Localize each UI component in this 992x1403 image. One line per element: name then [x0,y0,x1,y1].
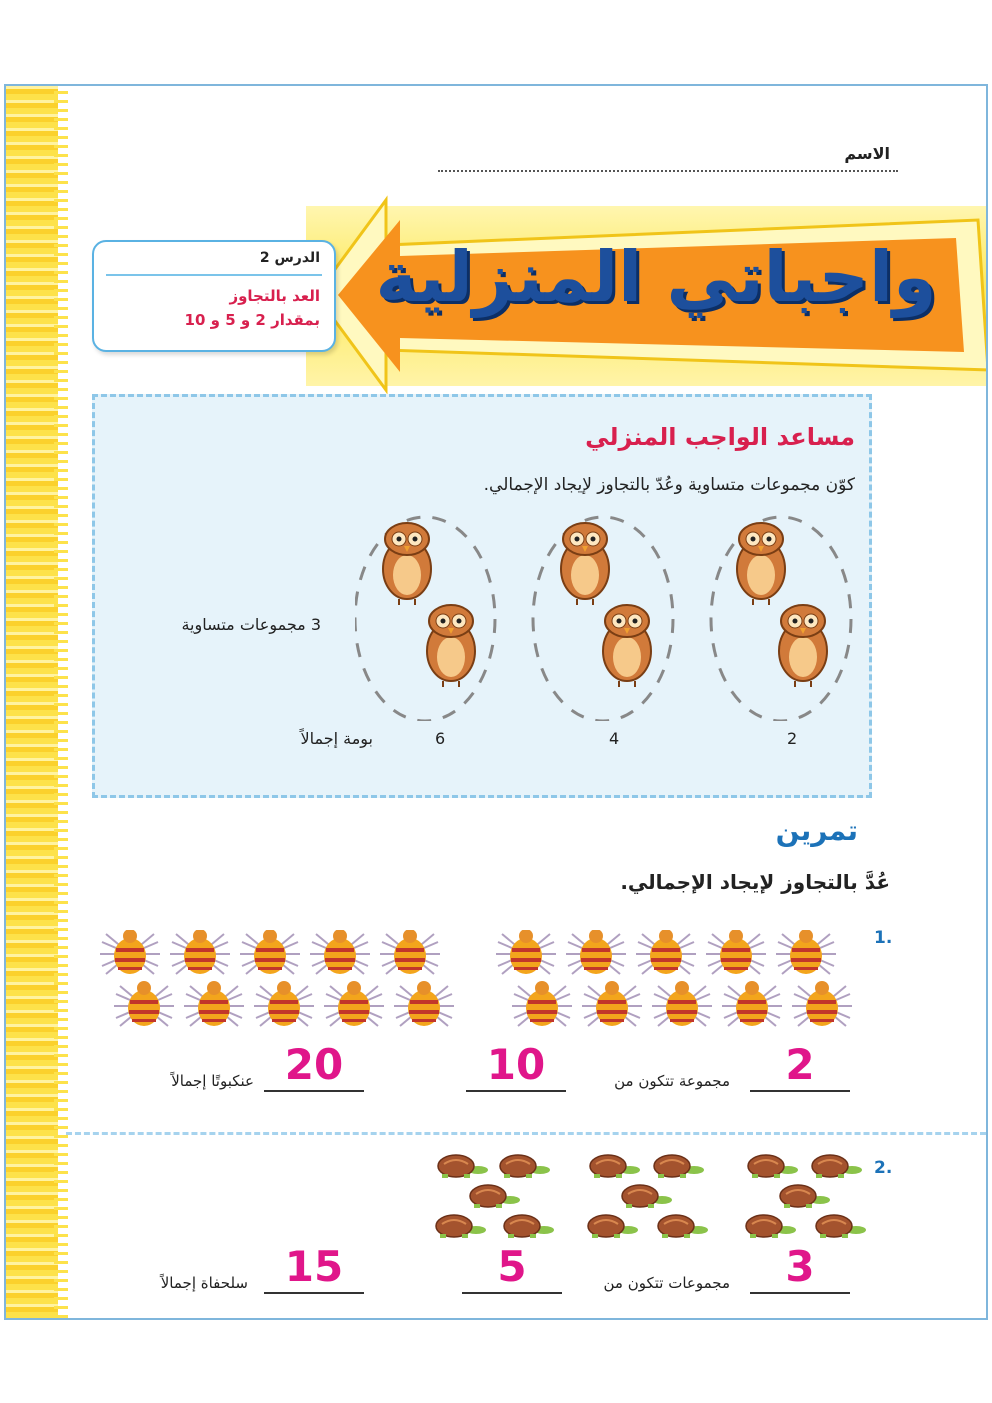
total-text: عنكبوتًا إجمالاً [171,1072,254,1090]
section-divider [66,1132,986,1135]
question-number: 1. [874,928,893,948]
page-title: واجباتي المنزلية [375,236,937,318]
owl-groups-illustration [355,509,875,721]
owl-icon [427,605,475,687]
answer-group-size: 3 [785,1242,815,1291]
turtle-group [436,1155,554,1238]
name-label: الاسم [844,144,890,163]
turtle-groups-illustration [426,1150,866,1240]
question-number: 2. [874,1158,893,1178]
practice-instruction: عُدَّ بالتجاوز لإيجاد الإجمالي. [620,870,890,894]
spider-group [496,930,852,1026]
spider-groups-illustration [96,930,886,1030]
practice-title: تمرين [775,814,858,847]
lesson-topic [185,284,320,332]
groups-text: مجموعة تتكون من [614,1072,730,1090]
answer-blank-groups[interactable] [462,1292,562,1294]
owl-icon [603,605,651,687]
decorative-margin [6,86,58,1318]
lesson-topic-line1: العد بالتجاوز [229,287,320,305]
lesson-number: الدرس 2 [259,250,320,266]
owl-icon [383,523,431,605]
owl-icon [737,523,785,605]
answer-blank-total[interactable] [264,1090,364,1092]
equal-groups-label: 3 مجموعات متساوية [181,615,321,634]
answer-blank-group-size[interactable] [750,1090,850,1092]
count-value: 4 [609,729,620,748]
answer-blank-group-size[interactable] [750,1292,850,1294]
worksheet-page [4,84,988,1320]
answer-group-size: 2 [785,1040,815,1089]
turtle-group [588,1155,708,1238]
helper-title: مساعد الواجب المنزلي [585,423,855,451]
name-field[interactable] [438,170,898,172]
answer-total: 20 [284,1040,344,1089]
answer-groups: 10 [486,1040,546,1089]
count-value: 2 [787,729,798,748]
count-value: 6 [435,729,446,748]
lesson-divider [106,274,322,276]
answer-blank-total[interactable] [264,1292,364,1294]
total-text: سلحفاة إجمالاً [160,1274,248,1292]
helper-instruction: كوّن مجموعات متساوية وعُدّ بالتجاوز لإيجاد الإجمالي. [483,475,855,495]
lesson-card [92,240,336,352]
answer-groups: 5 [497,1242,527,1291]
copyright-notice [940,966,954,1266]
spider-group [100,930,454,1026]
groups-text: مجموعات تتكون من [603,1274,730,1292]
answer-total: 15 [284,1242,344,1291]
total-label: بومة إجمالاً [300,729,373,748]
lesson-topic-line2: بمقدار 2 و 5 و 10 [184,311,320,329]
owl-icon [779,605,827,687]
homework-helper-box [92,394,872,798]
turtle-group [746,1155,866,1238]
owl-icon [561,523,609,605]
answer-blank-groups[interactable] [466,1090,566,1092]
